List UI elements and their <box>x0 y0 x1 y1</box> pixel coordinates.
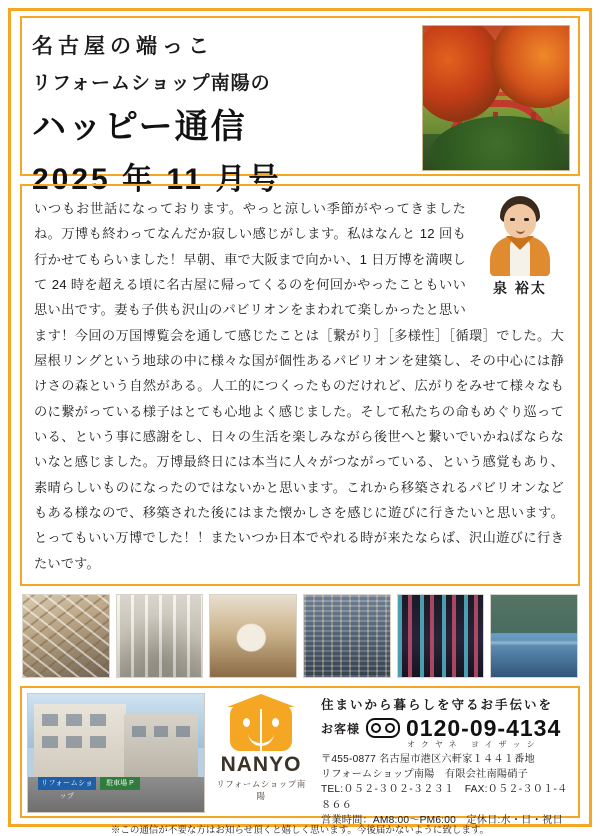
issue-date: 2025 年 11 月号 <box>32 163 282 196</box>
white-pavilion-photo <box>116 594 204 678</box>
company-name: リフォームショップ南陽 有限会社南陽硝子 <box>321 769 529 781</box>
tel-fax: TEL:０５２-３０２-３２３１ FAX:０５２-３０１-４８６６ <box>321 784 568 811</box>
article-body-box <box>20 184 580 586</box>
masthead <box>20 16 580 196</box>
shop-photo-building-side <box>124 714 198 784</box>
telephone-row <box>321 716 571 740</box>
tagline: 住まいから暮らしを守るお手伝いを <box>321 698 554 713</box>
logo-name: NANYO <box>220 753 302 777</box>
shop-photo-window <box>132 726 146 737</box>
shop-photo-sign-parking: 駐車場 P <box>100 777 140 790</box>
food-dish-photo <box>209 594 297 678</box>
shop-photo-window <box>90 736 106 748</box>
footer <box>20 686 580 826</box>
address-block <box>321 752 571 827</box>
logo-eye-right <box>272 718 279 727</box>
logo-eye-left <box>243 718 250 727</box>
masthead-line-1: 名古屋の端っこ <box>32 35 214 58</box>
shop-photo-window <box>42 714 58 726</box>
wooden-ring-structure-photo <box>22 594 110 678</box>
waterfront-view-photo <box>490 594 578 678</box>
postal-address: 〒455-0877 名古屋市港区六軒家１４４１番地 <box>321 754 535 766</box>
customer-label: お客様 <box>321 721 361 736</box>
author-name: 泉 裕太 <box>493 280 547 296</box>
author-portrait <box>474 192 566 298</box>
newsletter-title: ハッピー通信 <box>32 108 247 146</box>
footer-wrap <box>12 686 588 836</box>
company-logo <box>213 693 309 811</box>
shop-photo-window <box>42 736 58 748</box>
shop-exterior-photo <box>27 693 205 813</box>
disclaimer-note: ※この通信が不要な方はお知らせ頂くと嬉しく思います。今後届かないように致します。 <box>110 825 490 836</box>
autumn-bridge-photo <box>422 25 570 171</box>
shop-photo-sign-main: リフォームショップ <box>38 777 96 790</box>
crowd-pavilion-photo <box>303 594 391 678</box>
freedial-ruby: オクヤネ ヨイザッシ <box>407 740 541 750</box>
shop-photo-window <box>66 736 82 748</box>
shop-photo-window <box>154 726 168 737</box>
article-text: いつもお世話になっております。やっと涼しい季節がやってきましたね。万博も終わってなんだか寂しい感じがします。私はなんと 12 回も行かせてもらいました！早朝、車で大阪まで向かい、1 日万博を満喫して 24 時を超える頃に名古屋に帰ってくるのを何回かやったこともいい思い出です。妻も子供も沢山のパビリオンをまわれて楽しかったと思います！今回の万国博覧会を通して感じたことは［繋がり］［多様性］［循環］でした。大屋根リングという地球の中に様々な国が個性あるパビリオンを建築し、その中心には静けさの森という自然がある。人工的につくったものだけれど、広がりをみせて様々なものに繋がっている様子はとても心地よく感じました。そして私たちの命もめぐり巡っている、という事に感謝をし、日々の生活を楽しみながら後世へと繋いでいかねばならないなと感じました。万博最終日には本当に人々がつながっている、という感覚もあり、素晴らしいものになったのではないかと思います。これから移築されるパビリオンなどもある様なので、移築された後にはまた懐かしさを感じに遊びに行きたいと思います。とってもいい万博でした！！またいつか日本でやれる時が来たならば、沢山遊びに行きたいです。 <box>34 201 564 571</box>
masthead-line-2: リフォームショップ南陽の <box>32 73 271 94</box>
night-light-installation-photo <box>397 594 485 678</box>
logo-smile <box>248 730 274 746</box>
avatar <box>476 192 564 276</box>
contact-info <box>317 693 573 826</box>
business-hours: 営業時間：AM8:00～PM6:00 定休日:水・日・祝日 <box>321 814 563 826</box>
portrait-eye-right <box>524 218 529 221</box>
shop-photo-window <box>176 726 190 737</box>
freedial-icon <box>366 718 400 738</box>
shop-photo-window <box>66 714 82 726</box>
freedial-number[interactable]: 0120-09-4134 <box>406 715 562 742</box>
smiling-house-icon <box>230 703 292 751</box>
portrait-eye-left <box>510 218 515 221</box>
shop-photo-window <box>90 714 106 726</box>
logo-subtitle: リフォームショップ南陽 <box>216 779 306 802</box>
